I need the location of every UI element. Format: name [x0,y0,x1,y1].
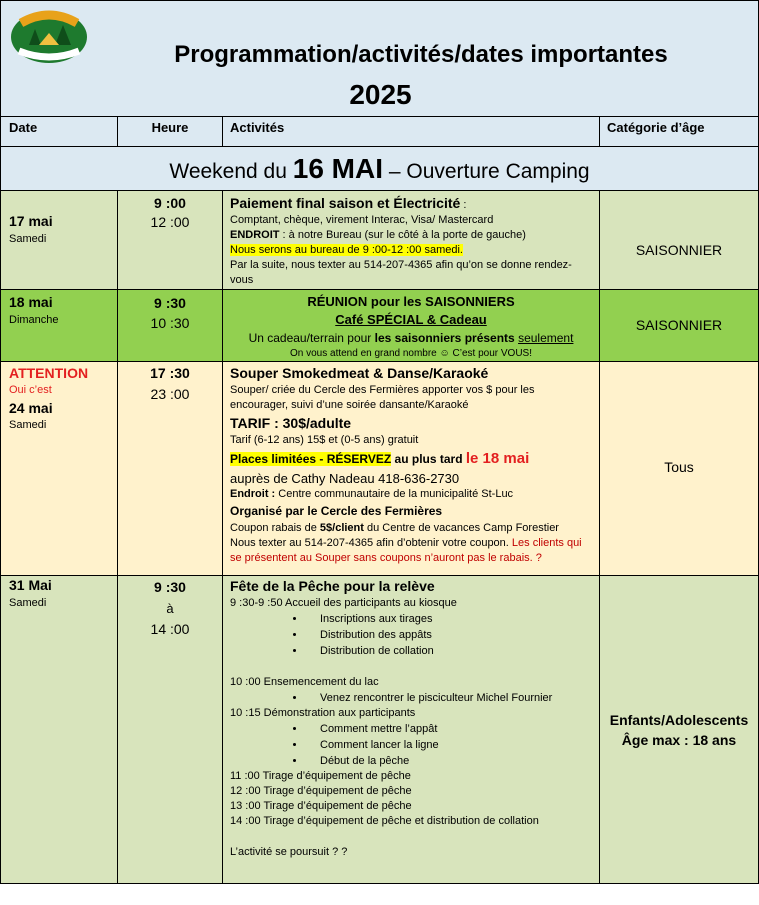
row-date: 17 mai [9,213,53,229]
weekend-banner [0,147,759,191]
row-day: Samedi [9,597,47,609]
deadline: le 18 mai [465,450,530,467]
row-time-end: 14 :00 [150,621,190,637]
row-18-mai-activity [223,290,600,362]
highlight-note: Nous serons au bureau de 9 :00-12 :00 samedi. [230,244,463,256]
attention-label: ATTENTION [9,365,89,381]
contact-line: auprès de Cathy Nadeau 418-636-2730 [230,471,460,486]
coupon-b: 5$/client [319,522,364,534]
row-time-end: 10 :30 [150,315,190,331]
row-date: 31 Mai [9,577,52,593]
title-block [0,0,759,117]
page-year: 2025 [349,79,412,110]
fin-line: L’activité se poursuit ? ? [230,846,348,858]
row-day: Dimanche [9,314,59,326]
activity-title: Fête de la Pêche pour la relève [230,578,435,594]
activity-description: Souper/ criée du Cercle des Fermières apporter vos $ pour les encourager, suivi d’une soirée dansante/Karaoké [230,384,535,411]
endroit-label: ENDROIT [230,229,280,241]
row-time-mid: à [166,601,174,616]
row-day: Samedi [9,233,47,245]
invite-note: On vous attend en grand nombre ☺ C’est pour VOUS! [289,348,532,359]
row-date: 18 mai [9,294,53,310]
row-time-start: 9 :30 [154,295,186,311]
activity-title: Paiement final saison et Électricité [230,195,461,211]
attention-sub: Oui c’est [9,384,52,396]
coupon-c: du Centre de vacances Camp Forestier [363,522,559,534]
category-line1: Enfants/Adolescents [609,712,749,728]
accueil-line: 9 :30-9 :50 Accueil des participants au kiosque [230,597,457,609]
row-time-start: 17 :30 [150,365,190,381]
camp-logo [9,5,89,65]
col-header-heure: Heure [118,117,223,147]
category-line2: Âge max : 18 ans [621,732,737,748]
col-header-date: Date [0,117,118,147]
ensemencement-line: 10 :00 Ensemencement du lac [230,676,379,688]
tirage-line: 11 :00 Tirage d’équipement de pêche [230,770,411,782]
row-time-end: 12 :00 [150,214,190,230]
tirage-line: 12 :00 Tirage d’équipement de pêche [230,785,412,797]
pisciculteur-list [230,690,592,706]
tirage-line: 14 :00 Tirage d’équipement de pêche et distribution de collation [230,815,539,827]
row-31-mai-activity [223,576,600,884]
row-time-start: 9 :30 [154,579,186,595]
gift-text-b: les saisonniers présents [374,331,515,345]
row-31-mai-date [0,576,118,884]
accueil-list [230,611,592,659]
list-item: • Venez rencontrer le pisciculteur Michel Fournier [306,690,592,706]
payment-methods: Comptant, chèque, virement Interac, Visa/ Mastercard [230,214,494,226]
activity-subtitle: Café SPÉCIAL & Cadeau [335,312,487,327]
coupon-a: Coupon rabais de [230,522,320,534]
tarif-detail: Tarif (6-12 ans) 15$ et (0-5 ans) gratuit [230,434,419,446]
followup-note: Par la suite, nous texter au 514-207-4365 afin qu’on se donne rendez-vous [230,259,572,286]
endroit-label: Endroit : [230,488,276,500]
activity-title: Souper Smokedmeat & Danse/Karaoké [230,365,489,381]
row-24-mai-category: Tous [600,362,759,576]
activity-title-tail: : [460,199,467,211]
row-17-mai-category: SAISONNIER [600,191,759,290]
row-time-end: 23 :00 [150,386,190,402]
list-item: • Comment lancer la ligne [306,737,592,753]
list-item: • Distribution des appâts [306,627,592,643]
row-24-mai-date [0,362,118,576]
activity-title: RÉUNION pour les SAISONNIERS [307,294,515,309]
row-17-mai-time [118,191,223,290]
row-24-mai-activity [223,362,600,576]
weekend-date: 16 MAI [292,153,383,184]
list-item: • Début de la pêche [306,753,592,769]
tarif-label: TARIF : 30$/adulte [230,415,352,431]
row-18-mai-date [0,290,118,362]
row-day: Samedi [9,419,47,431]
places-limitees: Places limitées - RÉSERVEZ [230,452,392,466]
list-item: • Distribution de collation [306,643,592,659]
col-header-activites: Activités [223,117,600,147]
row-time-start: 9 :00 [154,195,186,211]
places-tail: au plus tard [391,452,466,466]
row-31-mai-category [600,576,759,884]
row-31-mai-time [118,576,223,884]
gift-text-c: seulement [518,331,574,345]
endroit-text: : à notre Bureau (sur le côté à la porte de gauche) [279,229,526,241]
warning-note: Les clients qui se présentent au Souper sans coupons n’auront pas le rabais. ? [230,537,582,564]
demo-list [230,721,592,769]
tirage-line: 13 :00 Tirage d’équipement de pêche [230,800,412,812]
weekend-prefix: Weekend du [169,160,287,183]
row-24-mai-time [118,362,223,576]
row-18-mai-category: SAISONNIER [600,290,759,362]
organise-par: Organisé par le Cercle des Fermières [230,504,443,518]
endroit-text: Centre communautaire de la municipalité St-Luc [275,488,514,500]
weekend-suffix: – Ouverture Camping [388,160,590,183]
row-date: 24 mai [9,400,53,416]
list-item: • Comment mettre l’appât [306,721,592,737]
demo-line: 10 :15 Démonstration aux participants [230,707,416,719]
texter-note: Nous texter au 514-207-4365 afin d’obtenir votre coupon. [230,537,512,549]
gift-text-a: Un cadeau/terrain pour [248,331,375,345]
row-17-mai-date [0,191,118,290]
col-header-categorie: Catégorie d’âge [600,117,759,147]
list-item: • Inscriptions aux tirages [306,611,592,627]
row-17-mai-activity [223,191,600,290]
row-18-mai-time [118,290,223,362]
page-title: Programmation/activités/dates importantes [174,41,668,68]
